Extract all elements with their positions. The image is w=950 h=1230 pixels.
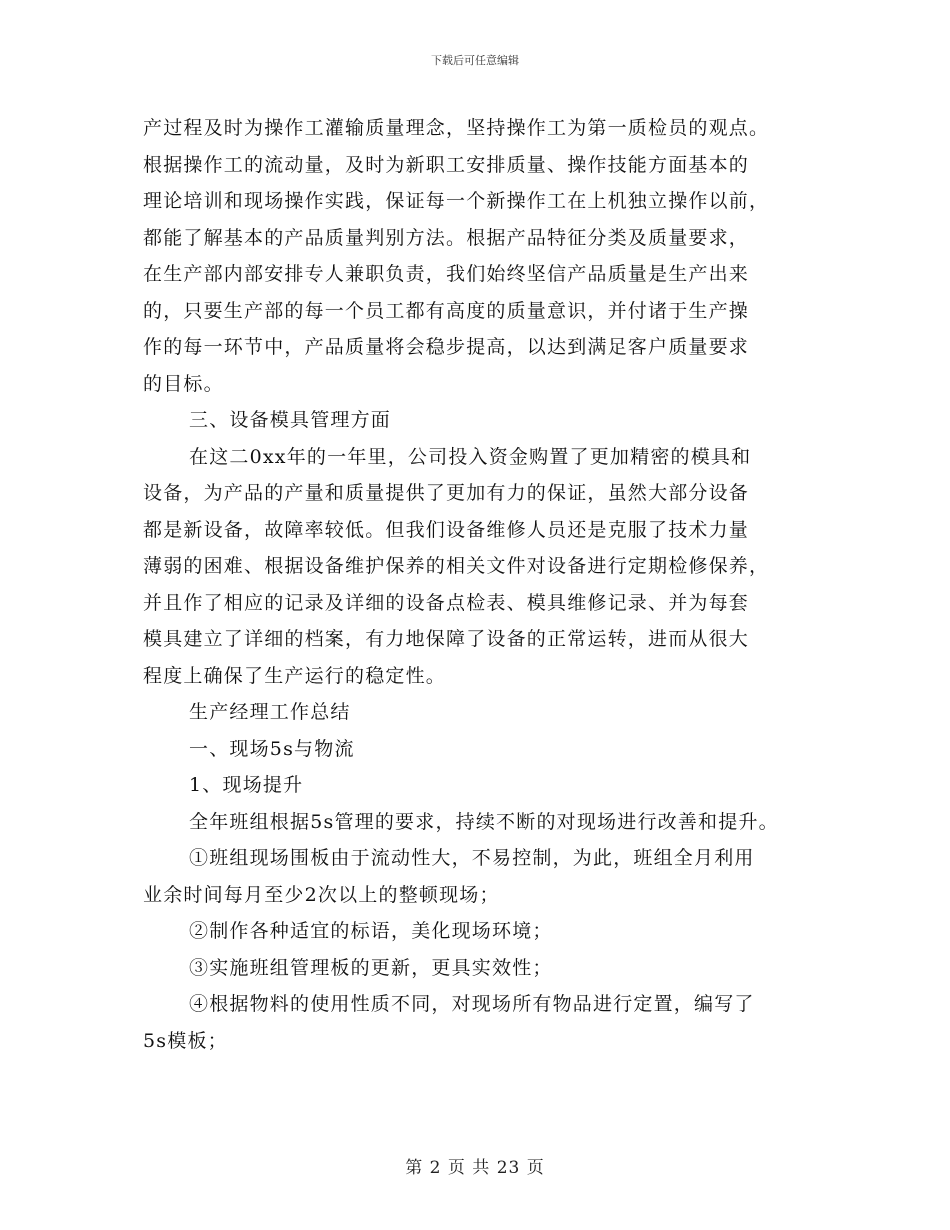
- list-item: ①班组现场围板由于流动性大，不易控制，为此，班组全月利用: [189, 847, 755, 869]
- list-item: ②制作各种适宜的标语，美化现场环境；: [189, 920, 553, 942]
- document-body: [143, 110, 823, 1059]
- text-line: 在生产部内部安排专人兼职负责，我们始终坚信产品质量是生产出来: [143, 263, 750, 285]
- list-item: ④根据物料的使用性质不同，对现场所有物品进行定置，编写了: [189, 993, 755, 1015]
- text-line: 都是新设备，故障率较低。但我们设备维修人员还是克服了技术力量: [143, 518, 750, 541]
- text-line: 根据操作工的流动量，及时为新职工安排质量、操作技能方面基本的: [143, 153, 750, 176]
- text-line: 程度上确保了生产运行的稳定性。: [143, 664, 447, 687]
- text-line: 薄弱的困难、根据设备维护保养的相关文件对设备进行定期检修保养，: [143, 555, 770, 577]
- text-line: 理论培训和现场操作实践，保证每一个新操作工在上机独立操作以前，: [143, 190, 770, 212]
- text-line: 模具建立了详细的档案，有力地保障了设备的正常运转，进而从很大: [143, 628, 750, 650]
- text-line: 业余时间每月至少2次以上的整顿现场；: [143, 883, 500, 906]
- text-line: 在这二0xx年的一年里，公司投入资金购置了更加精密的模具和: [189, 445, 752, 468]
- text-line: 并且作了相应的记录及详细的设备点检表、模具维修记录、并为每套: [143, 591, 750, 614]
- text-line: 的，只要生产部的每一个员工都有高度的质量意识，并付诸于生产操: [143, 299, 750, 322]
- page-header-note: 下载后可任意编辑: [431, 54, 519, 67]
- text-line: 作的每一环节中，产品质量将会稳步提高，以达到满足客户质量要求: [143, 336, 750, 358]
- text-line: 全年班组根据5s管理的要求，持续不断的对现场进行改善和提升。: [189, 810, 779, 833]
- text-line: 设备，为产品的产量和质量提供了更加有力的保证，虽然大部分设备: [143, 482, 750, 504]
- text-line: 都能了解基本的产品质量判别方法。根据产品特征分类及质量要求，: [143, 226, 750, 249]
- document-title: 生产经理工作总结: [189, 701, 351, 723]
- text-line: 的目标。: [143, 372, 224, 395]
- section-heading: 一、现场5s与物流: [189, 737, 355, 760]
- page-number: 第 2 页 共 23 页: [405, 1158, 545, 1178]
- list-item: ③实施班组管理板的更新，更具实效性；: [189, 956, 553, 979]
- subsection-heading: 1、现场提升: [189, 774, 304, 796]
- section-heading: 三、设备模具管理方面: [189, 409, 392, 431]
- text-line: 产过程及时为操作工灌输质量理念，坚持操作工为第一质检员的观点。: [143, 117, 770, 139]
- text-line: 5s模板；: [143, 1029, 228, 1052]
